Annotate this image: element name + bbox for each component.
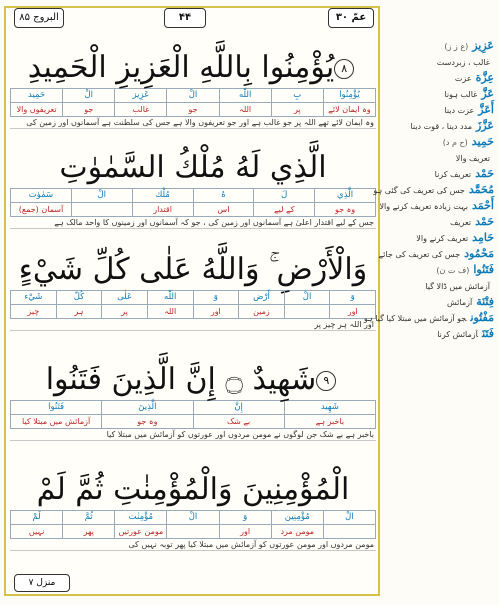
glossary-word: حَمِيد xyxy=(471,135,494,148)
glossary-meaning: عزت xyxy=(454,74,472,83)
glossary-meaning: جس کی تعریف کی جائے xyxy=(378,250,461,259)
glossary-word: عَزَّزَ xyxy=(476,119,494,132)
glossary-entry xyxy=(386,292,494,308)
verse-text: شَهِيدٌ ۝ إِنَّ الَّذِينَ فَتَنُوا xyxy=(45,362,317,397)
glossary-meaning: (ف ت ن) xyxy=(436,266,470,275)
glossary-meaning: بہت زیادہ تعریف کرنے والا xyxy=(379,202,468,211)
word-row xyxy=(10,88,376,102)
word-cell: وَ xyxy=(329,291,375,304)
word-row xyxy=(10,188,376,202)
word-cell: مُؤْمِنٰت xyxy=(114,511,166,524)
word-cell: فَتَنُوا xyxy=(48,402,65,412)
translation-line: باخبر ہے بے شک جن لوگوں نے مومن مردوں اور عورتوں کو آزمائش میں مبتلا کیا xyxy=(10,429,376,441)
glossary-word: مَفْتُون xyxy=(470,311,494,324)
word-cell: الْ xyxy=(62,89,114,102)
word-cell: عَزِيز xyxy=(114,89,166,102)
meaning-cell: بے شک xyxy=(193,415,284,428)
glossary-word: مُحَمَّد xyxy=(468,183,494,196)
meaning-cell: اور xyxy=(329,305,375,318)
word-row xyxy=(10,510,376,524)
meaning-cell: وہ جو xyxy=(314,203,375,216)
glossary-meaning: تعریف کرنا xyxy=(434,170,472,179)
meaning-cell: پر xyxy=(101,305,147,318)
verse-section-5 xyxy=(10,470,376,551)
meaning-cell: وہ ایمان لائے xyxy=(323,103,375,116)
glossary-entry xyxy=(386,100,494,116)
glossary-entry xyxy=(378,244,494,260)
word-cell: بِ xyxy=(271,89,323,102)
word-cell: شَهِيد xyxy=(284,401,375,414)
meaning-cell: غالب xyxy=(114,103,166,116)
glossary-meaning: (ح م د) xyxy=(442,138,468,147)
glossary-word: حَمْد xyxy=(475,215,494,228)
translation-line: جس کے لیے اقتدار اعلیٰ ہے آسمانوں اور زمین کی ، جو کہ آسمانوں اور زمینوں کا واحد مالک ہے xyxy=(10,217,376,229)
glossary-word: أَحْمَد xyxy=(472,199,494,212)
glossary-word: فِتْنَة xyxy=(476,295,494,308)
word-cell: مُلْك xyxy=(132,189,193,202)
meaning-row xyxy=(10,304,376,319)
verse-line xyxy=(10,48,376,88)
verse-section-2 xyxy=(10,148,376,229)
verse-section-1 xyxy=(10,48,376,129)
glossary-meaning: آزمائش xyxy=(446,298,473,307)
glossary-entry xyxy=(373,180,494,196)
glossary-word: عِزَّة xyxy=(475,71,494,84)
meaning-cell: اور xyxy=(193,305,239,318)
meaning-cell: کے لیے xyxy=(253,203,314,216)
glossary-word: عَزِيز xyxy=(472,39,494,52)
word-cell: اللّٰه xyxy=(219,89,271,102)
glossary-column xyxy=(363,36,494,340)
meaning-row xyxy=(10,102,376,117)
glossary-word: حَامِد xyxy=(472,231,494,244)
word-cell: الَّذِي xyxy=(314,189,375,202)
translation-line: وہ ایمان لائے تھے اللہ پر جو غالب ہے اور جو تعریفوں والا ہے جس کی سلطنت ہے آسمانوں اور زمین کی xyxy=(10,117,376,129)
word-cell: الْ xyxy=(323,511,375,524)
glossary-entry xyxy=(386,132,494,148)
glossary-entry xyxy=(386,84,494,100)
meaning-row xyxy=(10,414,376,429)
page-footer xyxy=(6,574,378,592)
word-cell: وَ xyxy=(193,291,239,304)
glossary-entry xyxy=(386,260,494,276)
glossary-word: حَمْد xyxy=(475,167,494,180)
verse-section-4 xyxy=(10,360,376,441)
word-cell: الْ xyxy=(166,89,218,102)
glossary-entry xyxy=(363,308,494,324)
meaning-cell xyxy=(284,305,330,318)
glossary-entry xyxy=(386,116,494,132)
glossary-entry xyxy=(379,196,494,212)
word-cell: يُؤْمِنُوا xyxy=(323,89,375,102)
word-cell: إِنَّ xyxy=(193,401,284,414)
verse-section-3 xyxy=(10,250,376,331)
glossary-entry xyxy=(386,52,494,68)
meaning-cell: زمین xyxy=(238,305,284,318)
word-cell: مُؤْمِنِين xyxy=(271,511,323,524)
meaning-cell: پر xyxy=(271,103,323,116)
word-cell: الْ xyxy=(166,511,218,524)
word-cell: لَمْ xyxy=(32,512,41,522)
word-cell: هُ xyxy=(193,189,254,202)
glossary-entry xyxy=(386,68,494,84)
page-number: ۴۴ xyxy=(164,8,206,28)
meaning-cell: ہر xyxy=(56,305,102,318)
meaning-cell: مومن مرد xyxy=(271,525,323,538)
word-row xyxy=(10,290,376,304)
glossary-entry xyxy=(386,324,494,340)
manzil-label: منزل ۷ xyxy=(14,574,70,592)
translation-line: مومن مردوں اور مومن عورتوں کو آزمائش میں مبتلا کیا پھر توبہ نہیں کی xyxy=(10,539,376,551)
glossary-entry xyxy=(386,212,494,228)
verse-text: الَّذِي لَهُ مُلْكُ السَّمٰوٰتِ xyxy=(59,150,327,185)
meaning-cell: اس xyxy=(193,203,254,216)
word-row xyxy=(10,400,376,414)
glossary-word: فَتَنَ xyxy=(482,327,494,340)
surah-label: البروج ۸۵ xyxy=(14,8,64,28)
word-cell: لَ xyxy=(253,189,314,202)
meaning-cell: اللہ xyxy=(147,305,193,318)
word-cell: الَّذِينَ xyxy=(101,401,192,414)
meaning-cell: چیز xyxy=(27,307,40,316)
word-cell: اللّٰه xyxy=(147,291,193,304)
meaning-cell xyxy=(71,203,132,216)
meaning-cell: اللہ xyxy=(219,103,271,116)
meaning-cell: آسمان (جمع) xyxy=(18,205,64,214)
meaning-cell: آزمائش میں مبتلا کیا xyxy=(22,417,91,426)
glossary-meaning: غالب ہونا xyxy=(444,90,478,99)
page-header xyxy=(6,8,378,28)
word-cell: شَيْء xyxy=(24,292,43,302)
glossary-meaning: آزمائش میں ڈالا گیا xyxy=(425,282,490,291)
glossary-entry xyxy=(386,276,494,292)
ruku-label: عمّ ۳۰ xyxy=(328,8,374,28)
glossary-meaning: تعریف کرنے والا xyxy=(416,234,469,243)
glossary-meaning: عزت دینا xyxy=(444,106,475,115)
glossary-meaning: غالب ، زبردست xyxy=(436,58,490,67)
meaning-cell: پھر xyxy=(62,525,114,538)
word-cell: عَلٰى xyxy=(101,291,147,304)
glossary-entry xyxy=(386,164,494,180)
glossary-meaning: مدد دینا ، قوت دینا xyxy=(410,122,473,131)
verse-text: وَالْأَرْضِ ۚ وَاللَّهُ عَلٰى كُلِّ شَيْءٍ xyxy=(18,252,368,287)
meaning-cell: باخبر ہے xyxy=(284,415,375,428)
glossary-entry xyxy=(386,228,494,244)
meaning-row xyxy=(10,202,376,217)
meaning-cell: اور xyxy=(219,525,271,538)
verse-line xyxy=(10,148,376,188)
verse-text: يُؤْمِنُوا بِاللَّهِ الْعَزِيزِ الْحَمِيدِ xyxy=(27,50,335,85)
verse-number: ۸ xyxy=(334,59,354,79)
word-cell: الْ xyxy=(284,291,330,304)
word-cell: كُلّ xyxy=(56,291,102,304)
word-cell: أَرْض xyxy=(238,291,284,304)
glossary-meaning: آزمائش کرنا xyxy=(437,330,479,339)
glossary-meaning: جس کی تعریف کی گئی ہو xyxy=(373,186,465,195)
meaning-cell xyxy=(323,525,375,538)
word-cell: ثُمَّ xyxy=(62,511,114,524)
word-cell: سَمٰوٰت xyxy=(28,190,54,200)
glossary-meaning: (ع ز ز) xyxy=(444,42,469,51)
verse-line xyxy=(10,250,376,290)
glossary-meaning: تعریف xyxy=(450,218,472,227)
glossary-word: فَتَنُوا xyxy=(473,263,494,276)
glossary-entry xyxy=(386,148,494,164)
verse-number: ۹ xyxy=(316,371,336,391)
word-cell: الْ xyxy=(71,189,132,202)
glossary-word: مَحْمُود xyxy=(464,247,494,260)
meaning-cell: وہ جو xyxy=(101,415,192,428)
verse-line xyxy=(10,360,376,400)
translation-line: اور اللہ ہر چیز پر xyxy=(10,319,376,331)
meaning-cell: جو xyxy=(62,103,114,116)
meaning-cell: مومن عورتیں xyxy=(114,525,166,538)
meaning-cell xyxy=(166,525,218,538)
word-cell: وَ xyxy=(219,511,271,524)
glossary-meaning: جو آزمائش میں مبتلا کیا گیا ہو xyxy=(363,314,467,323)
glossary-word: عَزَّ xyxy=(481,87,494,100)
glossary-entry xyxy=(386,36,494,52)
meaning-cell: جو xyxy=(166,103,218,116)
word-cell: حَمِيد xyxy=(27,90,46,100)
meaning-cell: تعریفوں والا xyxy=(16,105,57,114)
glossary-meaning: تعریف والا xyxy=(455,154,490,163)
glossary-word: أَعَزَّ xyxy=(478,103,494,116)
verse-line xyxy=(10,470,376,510)
meaning-row xyxy=(10,524,376,539)
verse-text: الْمُؤْمِنِينَ وَالْمُؤْمِنٰتِ ثُمَّ لَمْ xyxy=(36,472,350,507)
meaning-cell: نہیں xyxy=(28,527,45,536)
meaning-cell: اقتدار xyxy=(132,203,193,216)
